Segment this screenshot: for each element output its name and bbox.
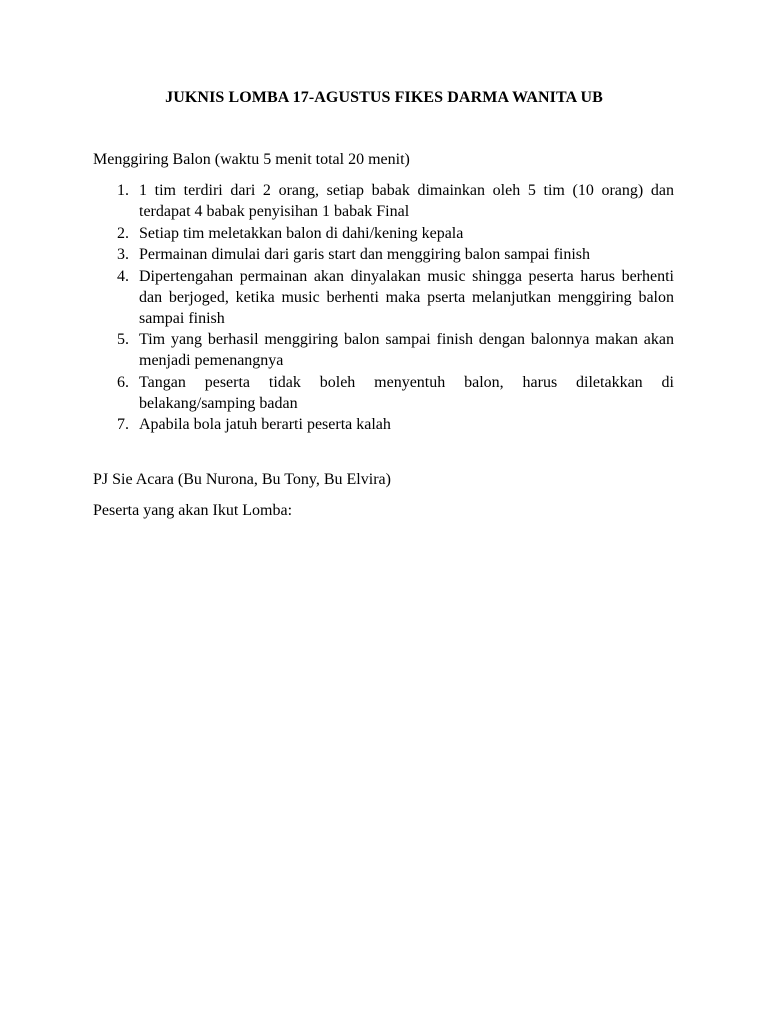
rule-number: 1. [117, 182, 129, 199]
rule-text: Dipertengahan permainan akan dinyalakan music shingga peserta harus berhenti dan berjoged, ketika music berhenti maka pserta melanjutkan menggiring balon sampai finish [139, 267, 674, 327]
rule-text: Setiap tim meletakkan balon di dahi/kening kepala [139, 224, 464, 242]
rule-item [93, 223, 674, 244]
rule-item [93, 180, 674, 222]
participants-label: Peserta yang akan Ikut Lomba: [93, 502, 293, 519]
rule-item [93, 372, 674, 414]
rule-number: 7. [117, 416, 129, 433]
rule-item [93, 244, 674, 265]
rule-text: 1 tim terdiri dari 2 orang, setiap babak dimainkan oleh 5 tim (10 orang) dan terdapat 4 babak penyisihan 1 babak Final [139, 182, 674, 220]
rule-item [93, 329, 674, 371]
document-title: JUKNIS LOMBA 17-AGUSTUS FIKES DARMA WANITA UB [165, 89, 603, 106]
rule-item [93, 266, 674, 329]
rule-item [93, 414, 674, 435]
rule-number: 6. [117, 373, 129, 391]
rule-number: 2. [117, 224, 129, 242]
rules-list [93, 180, 674, 436]
rule-number: 5. [117, 331, 129, 348]
rule-text: Tangan peserta tidak boleh menyentuh balon, harus diletakkan di belakang/samping badan [139, 373, 674, 412]
section-heading: Menggiring Balon (waktu 5 menit total 20 menit) [93, 151, 410, 168]
person-in-charge: PJ Sie Acara (Bu Nurona, Bu Tony, Bu Elvira) [93, 471, 391, 488]
rule-text: Tim yang berhasil menggiring balon sampai finish dengan balonnya makan akan menjadi pemenangnya [139, 331, 674, 369]
rule-number: 4. [117, 267, 129, 285]
rule-text: Permainan dimulai dari garis start dan menggiring balon sampai finish [139, 246, 591, 263]
rule-number: 3. [117, 246, 129, 263]
rule-text: Apabila bola jatuh berarti peserta kalah [139, 416, 391, 433]
